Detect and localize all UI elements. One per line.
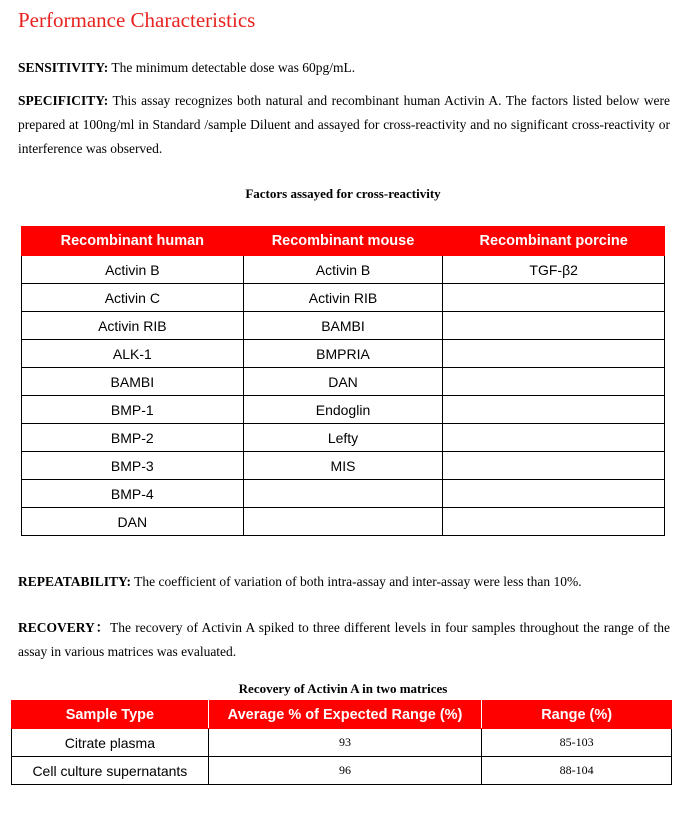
recovery-text: The recovery of Activin A spiked to three different levels in four samples throughout the range of the assay in various matrices was evaluated. <box>18 620 671 659</box>
cross-reactivity-row <box>22 340 665 368</box>
cross-reactivity-row-cell: Activin B <box>243 256 443 284</box>
recovery-row-cell: Cell culture supernatants <box>12 757 209 785</box>
recovery-header-row <box>12 701 672 729</box>
repeatability-text: The coefficient of variation of both intra-assay and inter-assay were less than 10%. <box>131 574 582 589</box>
cross-reactivity-row-cell: BAMBI <box>22 368 244 396</box>
cross-reactivity-row-cell: BMP-3 <box>22 452 244 480</box>
cross-reactivity-row <box>22 424 665 452</box>
repeatability-paragraph <box>18 570 670 594</box>
recovery-row-cell: Citrate plasma <box>12 729 209 757</box>
cross-reactivity-row-cell: BMP-2 <box>22 424 244 452</box>
cross-reactivity-row-cell: Endoglin <box>243 396 443 424</box>
recovery-row-cell: 85-103 <box>482 729 672 757</box>
cross-reactivity-row-cell: BMP-1 <box>22 396 244 424</box>
cross-reactivity-row-cell <box>443 508 665 536</box>
cross-reactivity-row-cell: Activin B <box>22 256 244 284</box>
recovery-row-cell: 88-104 <box>482 757 672 785</box>
specificity-label: SPECIFICITY: <box>18 93 109 108</box>
sensitivity-label: SENSITIVITY: <box>18 60 109 75</box>
header-recombinant-mouse: Recombinant mouse <box>243 227 443 256</box>
cross-reactivity-row-cell: MIS <box>243 452 443 480</box>
cross-reactivity-table <box>21 226 665 536</box>
cross-reactivity-row-cell <box>443 368 665 396</box>
header-range: Range (%) <box>482 701 672 729</box>
cross-reactivity-row-cell: BMPRIA <box>243 340 443 368</box>
cross-reactivity-row-cell: ALK-1 <box>22 340 244 368</box>
cross-reactivity-row-cell <box>243 480 443 508</box>
cross-reactivity-row-cell: Lefty <box>243 424 443 452</box>
cross-reactivity-row-cell: BMP-4 <box>22 480 244 508</box>
header-average-percent: Average % of Expected Range (%) <box>208 701 482 729</box>
specificity-text: This assay recognizes both natural and recombinant human Activin A. The factors listed below were prepared at 100ng/ml in Standard /sample Diluent and assayed for cross-reactivity and no significant cross-reactivity or interference was observed. <box>18 93 670 156</box>
cross-reactivity-row-cell <box>443 452 665 480</box>
sensitivity-text: The minimum detectable dose was 60pg/mL. <box>108 60 356 75</box>
cross-reactivity-row-cell: Activin C <box>22 284 244 312</box>
cross-reactivity-row-cell <box>443 424 665 452</box>
recovery-row-cell: 93 <box>208 729 482 757</box>
specificity-paragraph <box>18 89 670 161</box>
cross-reactivity-row <box>22 368 665 396</box>
cross-reactivity-row <box>22 480 665 508</box>
cross-reactivity-row-cell <box>443 312 665 340</box>
recovery-table <box>11 700 672 785</box>
cross-reactivity-row <box>22 508 665 536</box>
header-recombinant-human: Recombinant human <box>22 227 244 256</box>
cross-reactivity-row-cell <box>443 340 665 368</box>
cross-reactivity-row-cell <box>443 396 665 424</box>
cross-reactivity-row <box>22 452 665 480</box>
recovery-caption: Recovery of Activin A in two matrices <box>238 681 448 696</box>
cross-reactivity-row-cell: BAMBI <box>243 312 443 340</box>
recovery-row-cell: 96 <box>208 757 482 785</box>
recovery-row <box>12 757 672 785</box>
repeatability-label: REPEATABILITY: <box>18 574 132 589</box>
cross-reactivity-row-cell: Activin RIB <box>243 284 443 312</box>
cross-reactivity-row-cell: Activin RIB <box>22 312 244 340</box>
cross-reactivity-caption: Factors assayed for cross-reactivity <box>245 186 441 201</box>
cross-reactivity-row <box>22 312 665 340</box>
recovery-row <box>12 729 672 757</box>
cross-reactivity-header-row <box>22 227 665 256</box>
cross-reactivity-row-cell <box>243 508 443 536</box>
cross-reactivity-row-cell: DAN <box>22 508 244 536</box>
cross-reactivity-row-cell <box>443 480 665 508</box>
cross-reactivity-row-cell: TGF-β2 <box>443 256 665 284</box>
recovery-label: RECOVERY： <box>18 620 111 635</box>
recovery-paragraph <box>18 616 670 664</box>
sensitivity-paragraph <box>18 56 670 80</box>
cross-reactivity-row-cell <box>443 284 665 312</box>
header-sample-type: Sample Type <box>12 701 209 729</box>
header-recombinant-porcine: Recombinant porcine <box>443 227 665 256</box>
page-title: Performance Characteristics <box>18 8 256 32</box>
cross-reactivity-row <box>22 284 665 312</box>
cross-reactivity-row <box>22 256 665 284</box>
cross-reactivity-row <box>22 396 665 424</box>
cross-reactivity-row-cell: DAN <box>243 368 443 396</box>
